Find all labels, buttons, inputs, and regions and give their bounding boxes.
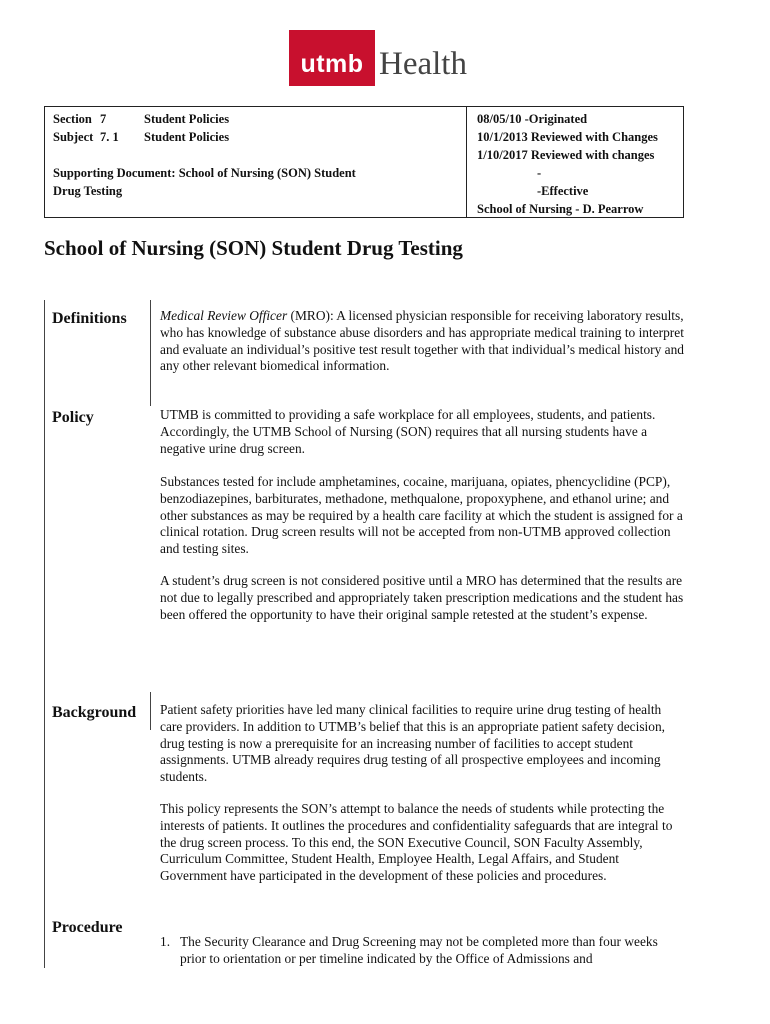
policy-paragraph-3: A student’s drug screen is not considered positive until a MRO has determined that the results are not due to legally prescribed and appropriately taken prescription medications and the student has been offered the opportunity to have their original sample retested at the student’s expense. [160, 573, 684, 622]
definition-mro: (MRO): A licensed physician responsible for receiving laboratory results, who has knowledge of substance abuse disorders and has appropriate medical training to interpret and evaluate an individual’s positive test result together with that individual’s medical history and any other relevant biomedical information. [160, 308, 684, 374]
heading-procedure: Procedure [52, 919, 123, 936]
header-right-cell [477, 110, 658, 218]
section-title: Student Policies [144, 112, 230, 126]
heading-policy: Policy [52, 409, 94, 426]
logo-mark [289, 30, 375, 86]
policy-paragraph-2: Substances tested for include amphetamines, cocaine, marijuana, opiates, phencyclidine (PCP), benzodiazepines, barbiturates, methadone, methqualone, propoxyphene, and ethanol urine; and other substances as may be required by a health care facility at which the student is assigned for a clinical rotation. Drug screen results will not be accepted from non-UTMB approved collection and testing sites. [160, 474, 683, 557]
section-label: Section [53, 112, 92, 126]
definitions-text [160, 308, 685, 375]
section-row [53, 110, 356, 128]
procedure-item-number: 1. [160, 934, 171, 949]
heading-definitions: Definitions [52, 310, 127, 327]
spacer [53, 146, 356, 164]
policy-paragraph-1: UTMB is committed to providing a safe workplace for all employees, students, and patients. Accordingly, the UTMB School of Nursing (SON) requires that all nursing students have a negative urine drug screen. [160, 407, 656, 456]
term-mro: Medical Review Officer [160, 308, 288, 323]
subject-number: 7. 1 [100, 130, 119, 144]
section-number: 7 [100, 112, 107, 126]
procedure-item-text: The Security Clearance and Drug Screening may not be completed more than four weeks prior to orientation or per timeline indicated by the Office of Admissions and [180, 934, 658, 966]
subject-row [53, 128, 356, 146]
subject-label: Subject [53, 130, 94, 144]
logo-mark-text: utmb [300, 49, 364, 78]
date-originated: 08/05/10 -Originated [477, 112, 588, 126]
left-rule [44, 300, 45, 968]
subject-title: Student Policies [144, 130, 230, 144]
procedure-item [160, 934, 685, 968]
definitions-rule [150, 300, 151, 406]
supporting-document-line1: Supporting Document: School of Nursing (SON) Student [53, 166, 356, 180]
background-rule [150, 692, 151, 730]
logo-wordmark: Health [379, 45, 467, 82]
document-owner: School of Nursing - D. Pearrow [477, 202, 644, 216]
heading-background: Background [52, 704, 137, 721]
background-paragraph-1: Patient safety priorities have led many clinical facilities to require urine drug testing of health care providers. In addition to UTMB’s belief that this is an appropriate patient safety decision, drug testing is now a prerequisite for an increasing number of facilities to accept student assignments. UTMB already requires drug testing of all prospective employees and incoming students. [160, 702, 665, 785]
page-title: School of Nursing (SON) Student Drug Testing [44, 236, 463, 260]
background-paragraph-2: This policy represents the SON’s attempt to balance the needs of students while protecting the interests of patients. It outlines the procedures and confidentiality safeguards that are integral to the drug screen process. To this end, the SON Executive Council, SON Faculty Assembly, Curriculum Committee, Student Health, Employee Health, Legal Affairs, and Student Government have participated in the development of these policies and procedures. [160, 801, 673, 884]
supporting-document-line2: Drug Testing [53, 184, 123, 198]
header-left-cell [53, 110, 356, 200]
date-effective: -Effective [537, 184, 589, 198]
header-divider [466, 107, 467, 217]
document-header-table [44, 106, 684, 218]
utmb-health-logo [289, 30, 467, 86]
date-reviewed-2013: 10/1/2013 Reviewed with Changes [477, 130, 658, 144]
date-blank: - [537, 166, 542, 180]
date-reviewed-2017: 1/10/2017 Reviewed with changes [477, 148, 655, 162]
